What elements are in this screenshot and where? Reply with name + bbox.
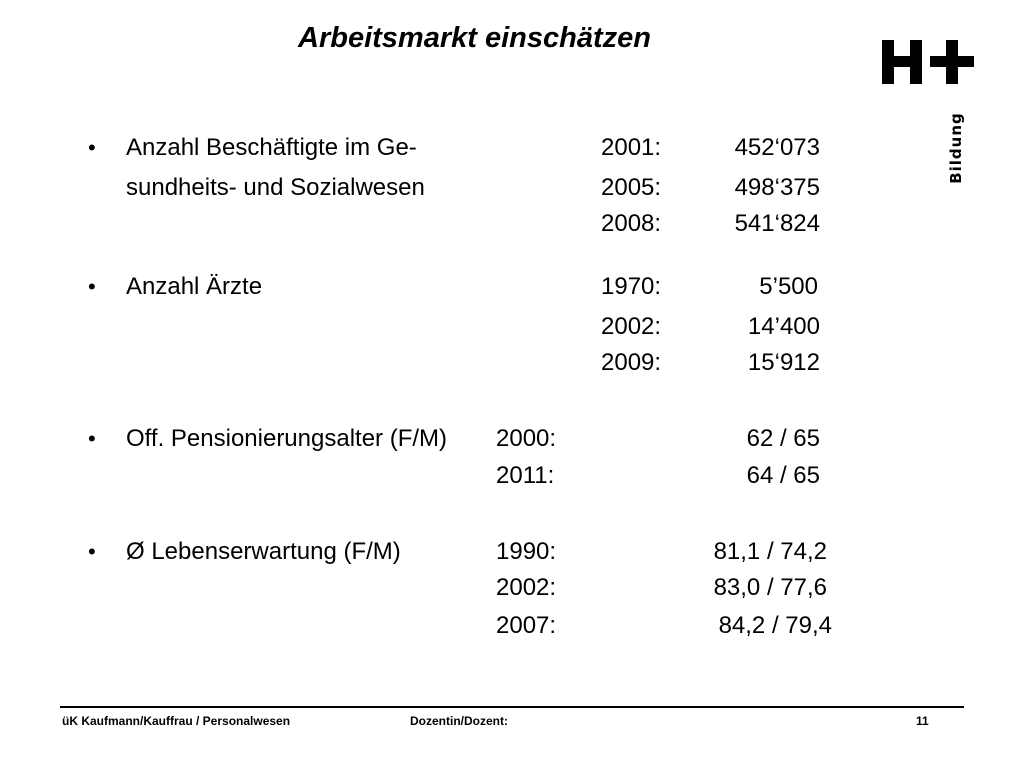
bullet-2-year-2: 2002: (601, 313, 662, 340)
bullet-4-year-1: 1990: (496, 538, 557, 565)
bullet-1-label-line-1: Anzahl Beschäftigte im Ge- (126, 134, 417, 161)
slide-title: Arbeitsmarkt einschätzen (298, 22, 651, 54)
bullet-4-value-1: 81,1 / 74,2 (713, 538, 827, 565)
logo-subtext (942, 98, 970, 198)
bullet-4-year-3: 2007: (496, 612, 557, 639)
bullet-1-year-2: 2005: (601, 174, 662, 201)
bullet-4-value-3: 84,2 / 79,4 (718, 612, 832, 639)
bullet-marker-3: • (88, 426, 96, 451)
logo-subtext-label: Bildung (947, 112, 965, 184)
bullet-marker-1: • (88, 135, 96, 160)
bullet-3-label: Off. Pensionierungsalter (F/M) (126, 425, 448, 452)
h-plus-logo-icon (880, 36, 978, 86)
footer-course-name: üK Kaufmann/Kauffrau / Personalwesen (62, 714, 291, 728)
bullet-2-value-2: 14’400 (747, 313, 820, 340)
bullet-4-label: Ø Lebenserwartung (F/M) (126, 538, 401, 565)
bullet-1-year-1: 2001: (601, 134, 662, 161)
bullet-marker-4: • (88, 539, 96, 564)
bullet-4-year-2: 2002: (496, 574, 557, 601)
bullet-3-value-2: 64 / 65 (746, 462, 820, 489)
bullet-marker-2: • (88, 274, 96, 299)
bullet-2-value-3: 15‘912 (747, 349, 820, 376)
bullet-1-year-3: 2008: (601, 210, 662, 237)
bullet-2-value-1: 5’500 (759, 273, 818, 300)
h-plus-bildung-logo (880, 36, 980, 184)
bullet-3-value-1: 62 / 65 (746, 425, 820, 452)
bullet-1-label-line-2: sundheits- und Sozialwesen (126, 174, 425, 201)
bullet-3-year-2: 2011: (496, 462, 555, 489)
bullet-2-year-3: 2009: (601, 349, 662, 376)
footer-page-number: 11 (916, 714, 929, 728)
bullet-3-year-1: 2000: (496, 425, 557, 452)
footer-divider (60, 706, 964, 708)
footer-lecturer-label: Dozentin/Dozent: (410, 714, 508, 728)
bullet-1-value-1: 452‘073 (734, 134, 820, 161)
bullet-4-value-2: 83,0 / 77,6 (713, 574, 827, 601)
bullet-2-label: Anzahl Ärzte (126, 273, 263, 300)
bullet-2-year-1: 1970: (601, 273, 662, 300)
bullet-1-value-3: 541‘824 (734, 210, 820, 237)
bullet-1-value-2: 498‘375 (734, 174, 820, 201)
